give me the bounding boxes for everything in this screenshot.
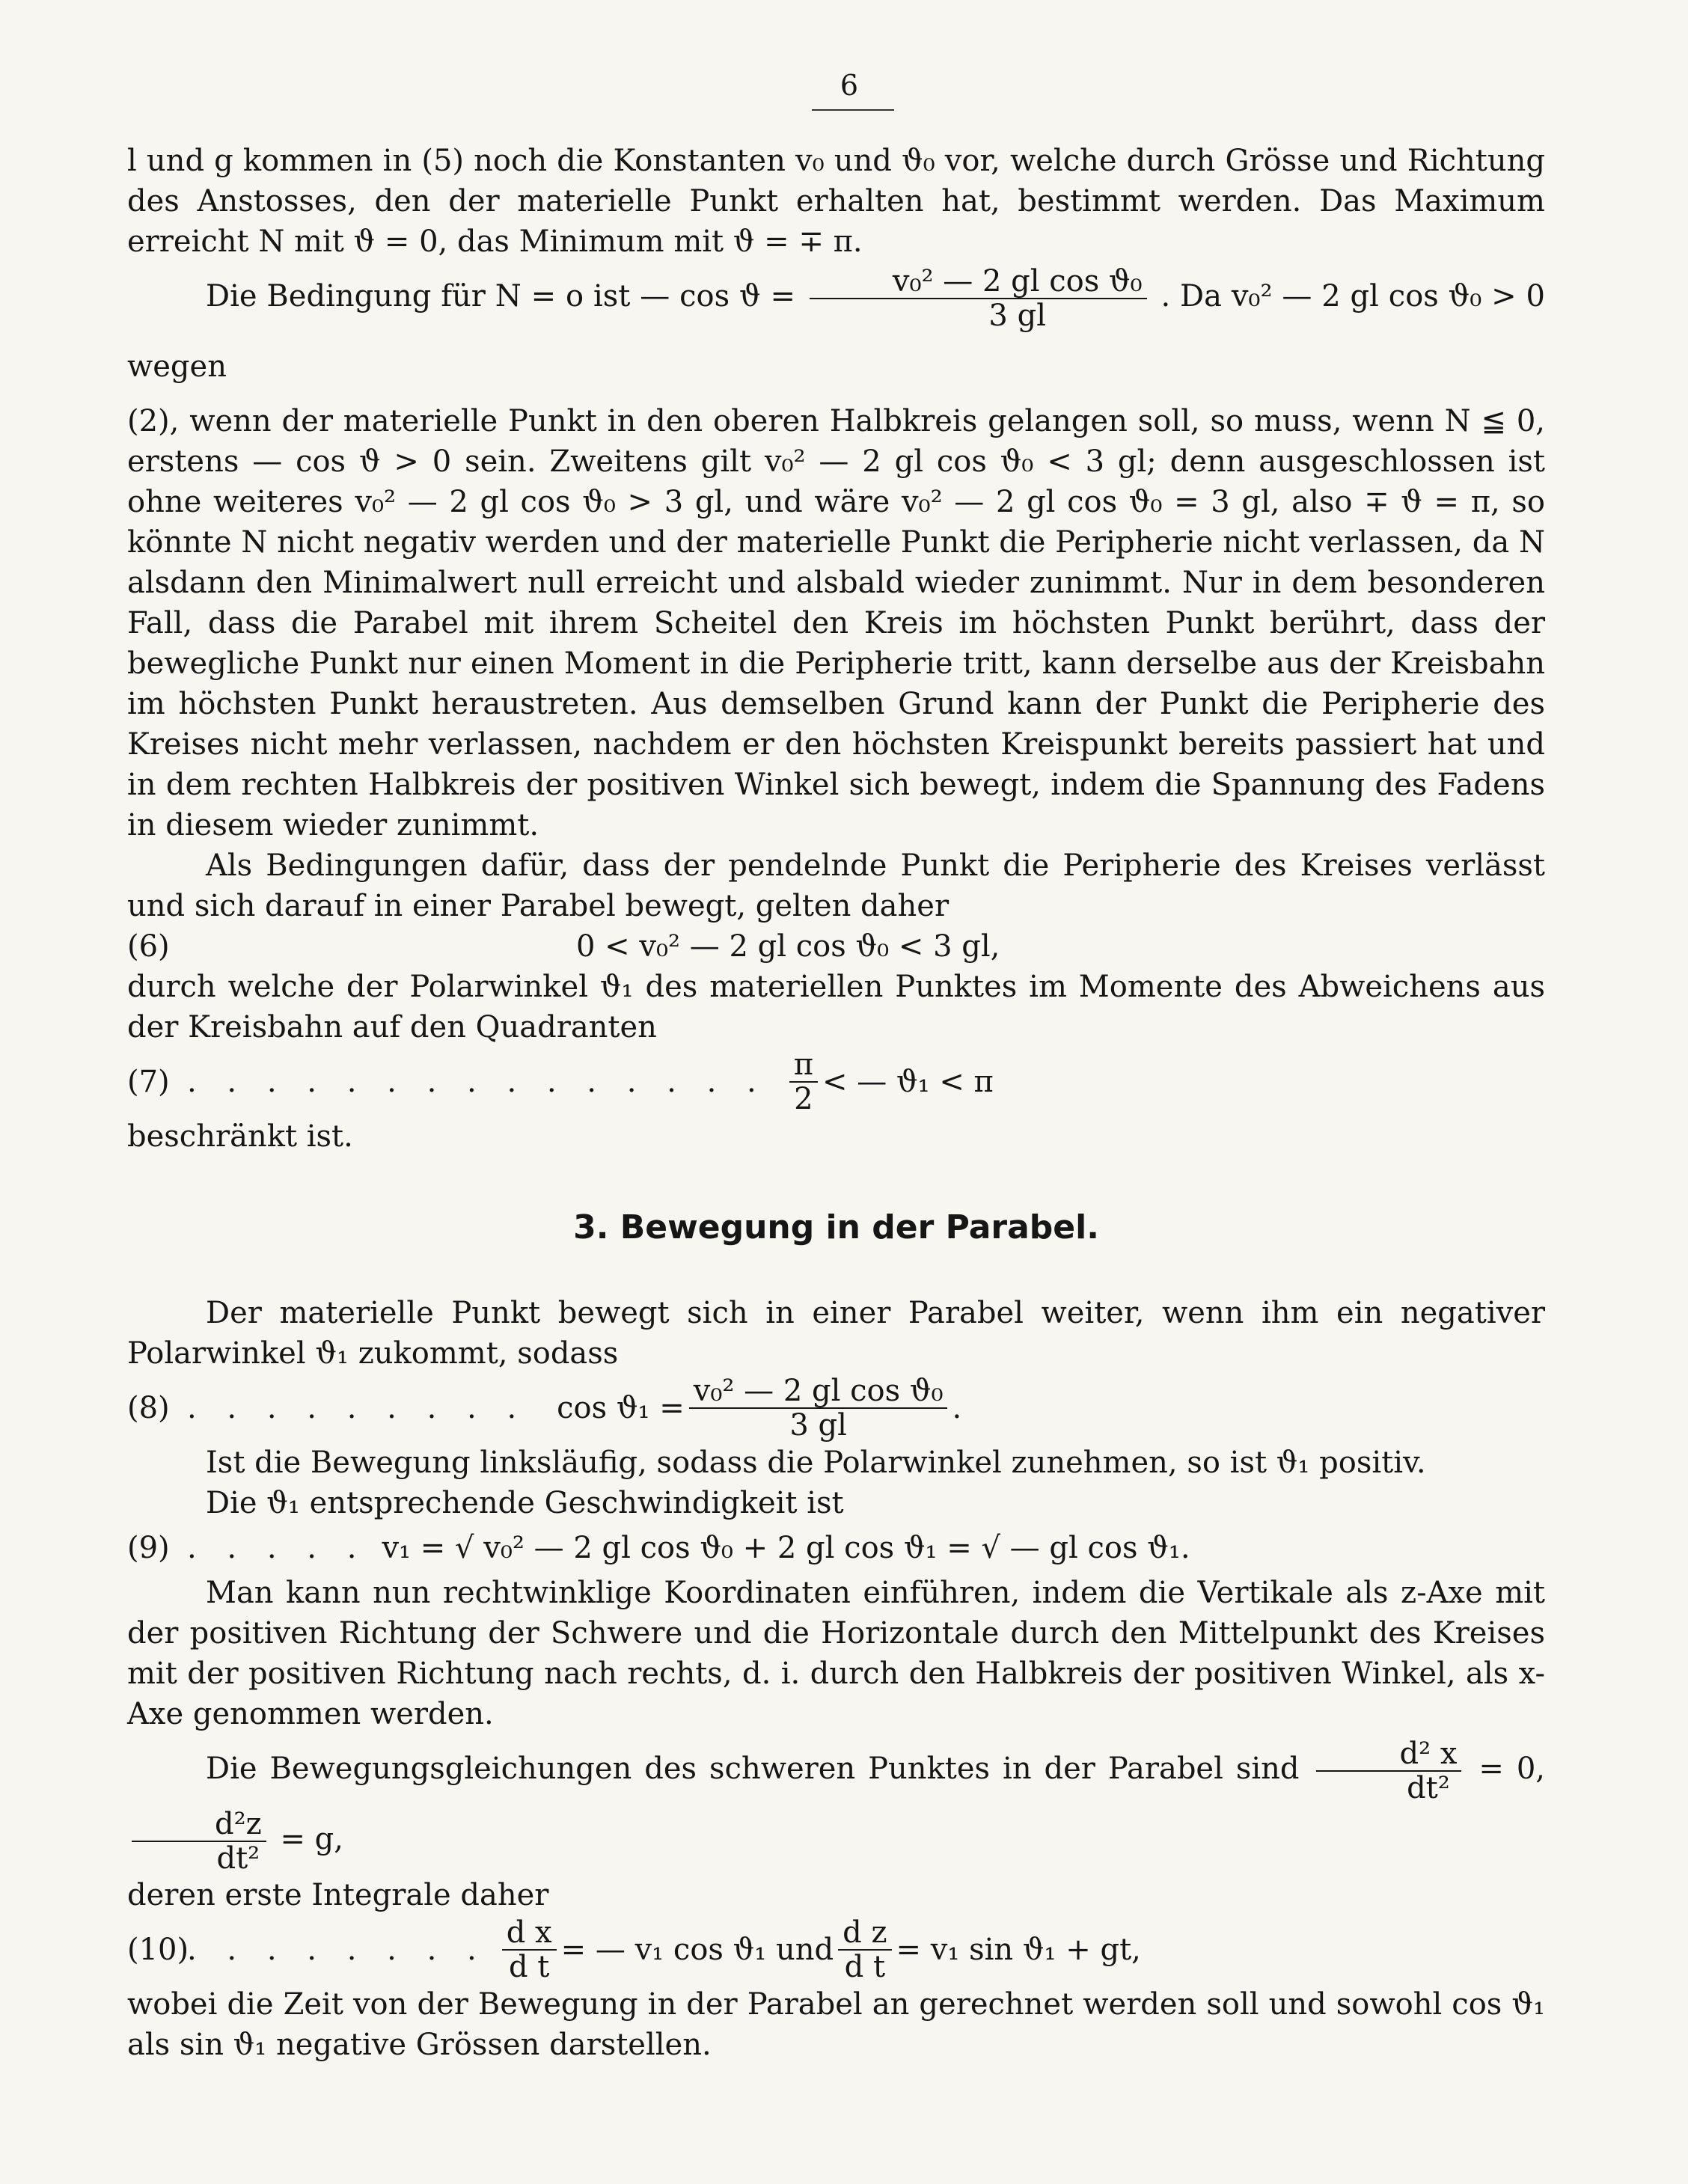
equation-8-lhs: cos ϑ₁ =	[557, 1391, 685, 1425]
section-heading: 3. Bewegung in der Parabel.	[573, 1208, 1099, 1247]
equation-10-fraction-1-denominator: d t	[508, 1950, 550, 1984]
equation-8-dots: . . . . . . . . .	[187, 1391, 528, 1425]
paragraph-condition	[127, 262, 1545, 401]
equation-10-fraction-1-numerator: d x	[502, 1916, 557, 1951]
motion-fraction-1-denominator: dt²	[1407, 1771, 1450, 1805]
paragraph-leftward: Ist die Bewegung linksläufig, sodass die Polarwinkel zunehmen, so ist ϑ₁ positiv.	[206, 1446, 1426, 1480]
equation-10-end: = v₁ sin ϑ₁ + gt,	[896, 1933, 1141, 1967]
equation-10-dots: . . . . . . . .	[187, 1933, 487, 1967]
equation-7-dots: . . . . . . . . . . . . . . .	[187, 1065, 767, 1099]
equation-7-denominator: 2	[794, 1082, 813, 1116]
paragraph-polar-angle: durch welche der Polarwinkel ϑ₁ des materiellen Punktes im Momente des Abweichens aus der Kreisbahn auf den Quadranten	[127, 970, 1545, 1044]
paragraph-constants: l und g kommen in (5) noch die Konstanten v₀ und ϑ₀ vor, welche durch Grösse und Richtung des Anstosses, den der materielle Punkt erhalten hat, bestimmt werden. Das Maximum erreicht N mit ϑ = 0, das Minimum mit ϑ = ∓ π.	[127, 144, 1545, 259]
equation-8-number: (8)	[127, 1391, 170, 1425]
condition-fraction	[810, 265, 1147, 332]
equation-8-denominator: 3 gl	[789, 1408, 847, 1443]
paragraph-time: wobei die Zeit von der Bewegung in der Parabel an gerechnet werden soll und sowohl cos ϑ₁ als sin ϑ₁ negative Grössen darstellen.	[127, 1987, 1545, 2062]
motion-text: Die Bewegungsgleichungen des schweren Punktes in der Parabel sind	[206, 1752, 1300, 1786]
equation-6-body: 0 < v₀² — 2 gl cos ϑ₀ < 3 gl,	[576, 929, 1000, 964]
equation-10-mid: = — v₁ cos ϑ₁ und	[560, 1933, 834, 1967]
equation-10-number: (10)	[127, 1933, 189, 1967]
condition-fraction-denominator: 3 gl	[988, 299, 1046, 333]
paragraph-conditions: Als Bedingungen dafür, dass der pendelnde Punkt die Peripherie des Kreises verlässt und sich darauf in einer Parabel bewegt, gelten daher	[127, 848, 1545, 923]
page-number-rule	[812, 109, 894, 111]
equation-7	[127, 1047, 1545, 1116]
equation-9	[127, 1523, 1545, 1573]
paragraph-coordinates: Man kann nun rechtwinklige Koordinaten einführen, indem die Vertikale als z-Axe mit der positiven Richtung der Schwere und die Horizontale durch den Mittelpunkt des Kreises mit der positiven Richtung nach rechts, d. i. durch den Halbkreis der positiven Winkel, als x-Axe genommen werden.	[127, 1576, 1545, 1731]
paragraph-velocity: Die ϑ₁ entsprechende Geschwindigkeit ist	[206, 1486, 844, 1520]
body-text	[127, 141, 1545, 2065]
paragraph-parabola: Der materielle Punkt bewegt sich in einer Parabel weiter, wenn ihm ein negativer Polarwinkel ϑ₁ zukommt, sodass	[127, 1296, 1545, 1371]
motion-fraction-1	[1316, 1737, 1461, 1805]
equation-7-numerator: π	[789, 1048, 818, 1083]
equation-10	[127, 1915, 1545, 1984]
motion-fraction-2-denominator: dt²	[216, 1841, 260, 1876]
equation-8-end: .	[952, 1391, 962, 1425]
paragraph-integrals: deren erste Integrale daher	[127, 1878, 549, 1912]
equation-8-fraction	[689, 1374, 948, 1442]
equation-9-body: v₁ = √ v₀² — 2 gl cos ϑ₀ + 2 gl cos ϑ₁ = √ — gl cos ϑ₁.	[382, 1531, 1190, 1565]
equation-7-fraction	[789, 1048, 818, 1116]
equation-6	[127, 926, 1545, 967]
condition-fraction-numerator: v₀² — 2 gl cos ϑ₀	[810, 265, 1147, 299]
motion-fraction-2-numerator: d²z	[132, 1808, 266, 1842]
equation-8-numerator: v₀² — 2 gl cos ϑ₀	[689, 1374, 948, 1409]
page-number: 6	[840, 69, 859, 102]
condition-text-a: Die Bedingung für N = o ist — cos ϑ =	[206, 279, 795, 313]
paragraph-motion-equations	[127, 1734, 1545, 1875]
equation-10-fraction-1	[502, 1916, 557, 1983]
equation-10-fraction-2	[838, 1916, 891, 1983]
equation-10-fraction-2-numerator: d z	[838, 1916, 891, 1951]
motion-fraction-2	[132, 1808, 266, 1875]
equation-10-fraction-2-denominator: d t	[844, 1950, 886, 1984]
motion-mid: = 0,	[1478, 1752, 1545, 1786]
motion-end: = g,	[280, 1822, 343, 1856]
paragraph-restricted: beschränkt ist.	[127, 1119, 353, 1154]
equation-9-number: (9)	[127, 1531, 170, 1565]
paragraph-condition-cont: (2), wenn der materielle Punkt in den oberen Halbkreis gelangen soll, so muss, wenn N ≦ 0, erstens — cos ϑ > 0 sein. Zweitens gilt v₀² — 2 gl cos ϑ₀ < 3 gl; denn ausgeschlossen ist ohne weiteres v₀² — 2 gl cos ϑ₀ > 3 gl, und wäre v₀² — 2 gl cos ϑ₀ = 3 gl, also ∓ ϑ = π, so könnte N nicht negativ werden und der materielle Punkt die Peripherie nicht verlassen, da N alsdann den Minimalwert null erreicht und alsbald wieder zunimmt. Nur in dem besonderen Fall, dass die Parabel mit ihrem Scheitel den Kreis im höchsten Punkt berührt, dass der bewegliche Punkt nur einen Moment in die Peripherie tritt, kann derselbe aus der Kreisbahn im höchsten Punkt heraustreten. Aus demselben Grund kann der Punkt die Peripherie des Kreises nicht mehr verlassen, nachdem er den höchsten Kreispunkt bereits passiert hat und in dem rechten Halbkreis der positiven Winkel sich bewegt, indem die Spannung des Fadens in diesem wieder zunimmt.	[127, 404, 1545, 842]
equation-7-rest: < — ϑ₁ < π	[822, 1065, 994, 1099]
equation-8	[127, 1374, 1545, 1443]
equation-7-number: (7)	[127, 1065, 170, 1099]
equation-9-dots: . . . . .	[187, 1531, 367, 1565]
condition-text-b: . Da v₀² — 2 gl cos ϑ₀ > 0 wegen	[127, 279, 1546, 384]
motion-fraction-1-numerator: d² x	[1316, 1737, 1461, 1772]
equation-6-number: (6)	[127, 929, 170, 964]
